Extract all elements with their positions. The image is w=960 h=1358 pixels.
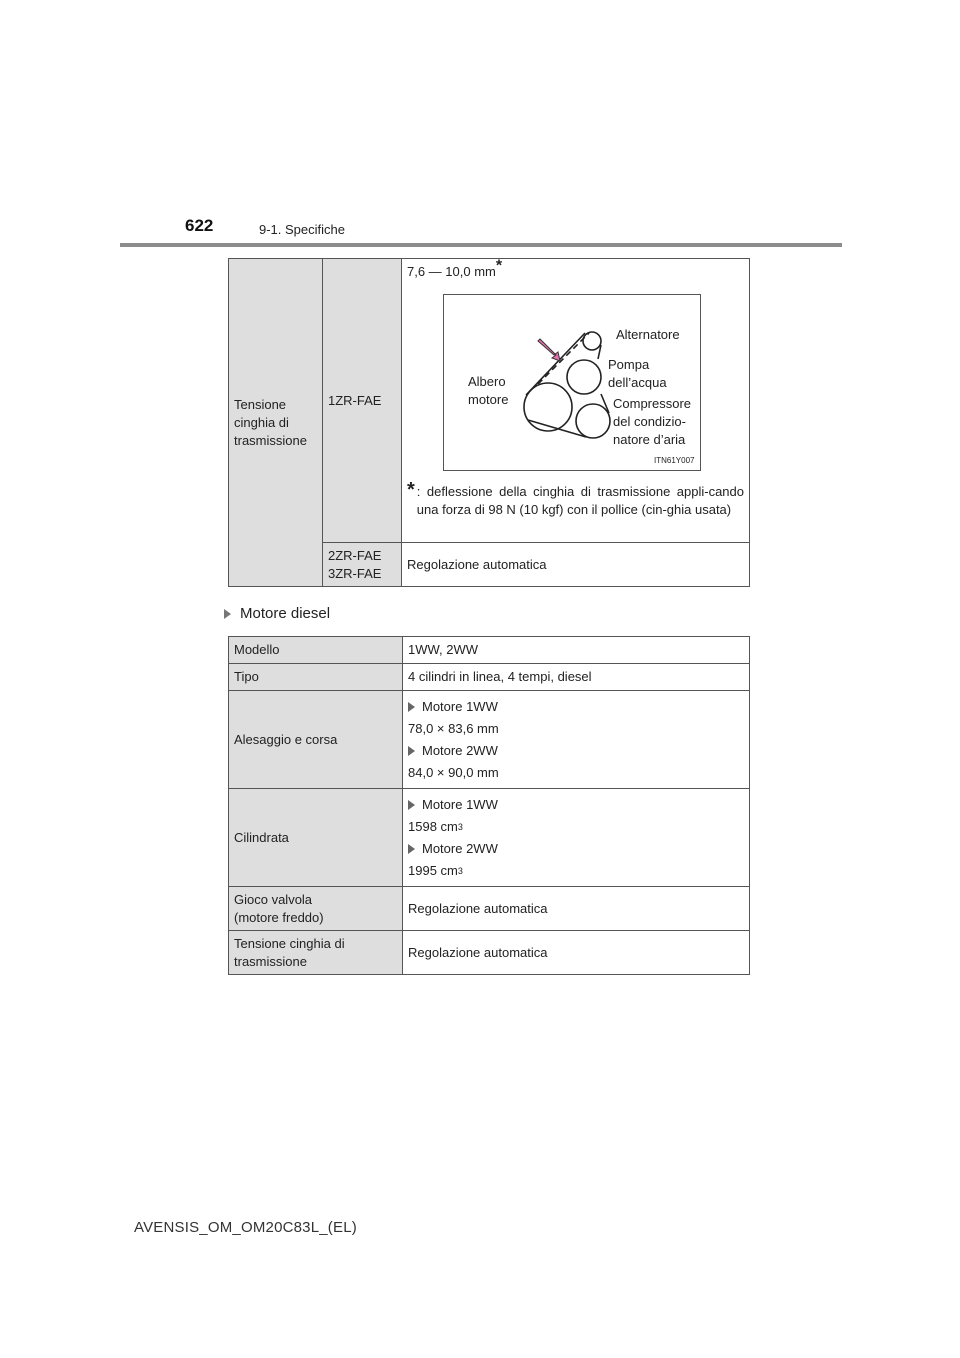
sub-label: Motore 1WW: [422, 698, 498, 714]
water-pump-pulley: [567, 360, 601, 394]
label-valve-clearance: Gioco valvola (motore freddo): [229, 887, 403, 931]
sub-engine-1ww: [408, 796, 744, 814]
value-bore-stroke: [403, 691, 750, 789]
belt-deflection-range: 7,6 — 10,0 mm: [407, 264, 496, 279]
sub-label: Motore 1WW: [422, 796, 498, 812]
pressing-arrow-icon: [538, 339, 560, 361]
bore-stroke-2ww: [408, 764, 744, 782]
bullet-triangle-icon: [408, 746, 415, 756]
sub-engine-2ww: [408, 742, 744, 760]
table-row: [229, 931, 750, 975]
belt-tension-value-cell: [402, 259, 750, 543]
label-displacement: Cilindrata: [229, 789, 403, 887]
value-belt-tension-diesel: Regolazione automatica: [403, 931, 750, 975]
sub-label: Motore 2WW: [422, 742, 498, 758]
table-row: [229, 691, 750, 789]
value-displacement: [403, 789, 750, 887]
table-row: [229, 664, 750, 691]
table-row: [229, 259, 750, 543]
label-belt-tension-diesel: Tensione cinghia di trasmissione: [229, 931, 403, 975]
label-crankshaft: Albero motore: [468, 374, 509, 407]
diesel-heading-text: Motore diesel: [240, 605, 331, 622]
label-bore-stroke: Alesaggio e corsa: [229, 691, 403, 789]
belt-left-span: [526, 333, 585, 395]
bullet-triangle-icon: [408, 844, 415, 854]
header-rule: [120, 243, 842, 247]
sub-engine-2ww: [408, 840, 744, 858]
displacement-1ww: 1598 cm 3: [408, 818, 463, 834]
value-model: 1WW, 2WW: [403, 637, 750, 664]
sub-value: 84,0 × 90,0 mm: [408, 764, 499, 780]
engine-2zr-3zr-fae: 2ZR-FAE 3ZR-FAE: [323, 543, 402, 587]
bullet-triangle-icon: [408, 800, 415, 810]
engine-1zr-fae: 1ZR-FAE: [323, 259, 402, 543]
label-alternator: Alternatore: [616, 327, 680, 342]
label-model: Modello: [229, 637, 403, 664]
belt-diagram: [443, 294, 701, 471]
belt-tension-table: [228, 258, 750, 587]
alternator-pulley: [583, 332, 601, 350]
footnote-asterisk: *: [407, 479, 415, 501]
sub-label: Motore 2WW: [422, 840, 498, 856]
label-type: Tipo: [229, 664, 403, 691]
section-title: 9-1. Specifiche: [259, 222, 345, 237]
sub-value: 1598 cm: [408, 818, 458, 834]
bullet-triangle-icon: [224, 609, 231, 619]
value-type: 4 cilindri in linea, 4 tempi, diesel: [403, 664, 750, 691]
diesel-heading: [224, 605, 330, 622]
page-number: 622: [185, 216, 214, 235]
bullet-triangle-icon: [408, 702, 415, 712]
label-water-pump: Pompa dell’acqua: [608, 357, 667, 390]
table-row: [229, 887, 750, 931]
asterisk-mark: *: [495, 257, 503, 275]
sub-engine-1ww: [408, 698, 744, 716]
table-row: [229, 789, 750, 887]
ac-compressor-pulley: [576, 404, 610, 438]
footnote-text: : deflessione della cinghia di trasmissione appli-cando una forza di 98 N (10 kgf) con il pollice (cin-ghia usata): [416, 484, 744, 517]
value-valve-clearance: Regolazione automatica: [403, 887, 750, 931]
row-label-belt-tension: Tensione cinghia di trasmissione: [229, 259, 323, 587]
belt-right-span-lower: [601, 394, 609, 413]
figure-code: ITN61Y007: [654, 456, 695, 465]
table-row: [229, 637, 750, 664]
belt-deflection-line: [538, 333, 589, 384]
footnote: [407, 479, 744, 519]
displacement-2ww: 1995 cm 3: [408, 862, 463, 878]
sub-value: 1995 cm: [408, 862, 458, 878]
footer-doc-code: AVENSIS_OM_OM20C83L_(EL): [134, 1219, 357, 1236]
bore-stroke-1ww: [408, 720, 744, 738]
sub-value: 78,0 × 83,6 mm: [408, 720, 499, 736]
label-ac-compressor: Compressore del condizio- natore d’aria: [613, 396, 692, 447]
belt-tension-auto: Regolazione automatica: [402, 543, 750, 587]
diesel-spec-table: [228, 636, 750, 975]
belt-tension-value: [407, 257, 744, 281]
